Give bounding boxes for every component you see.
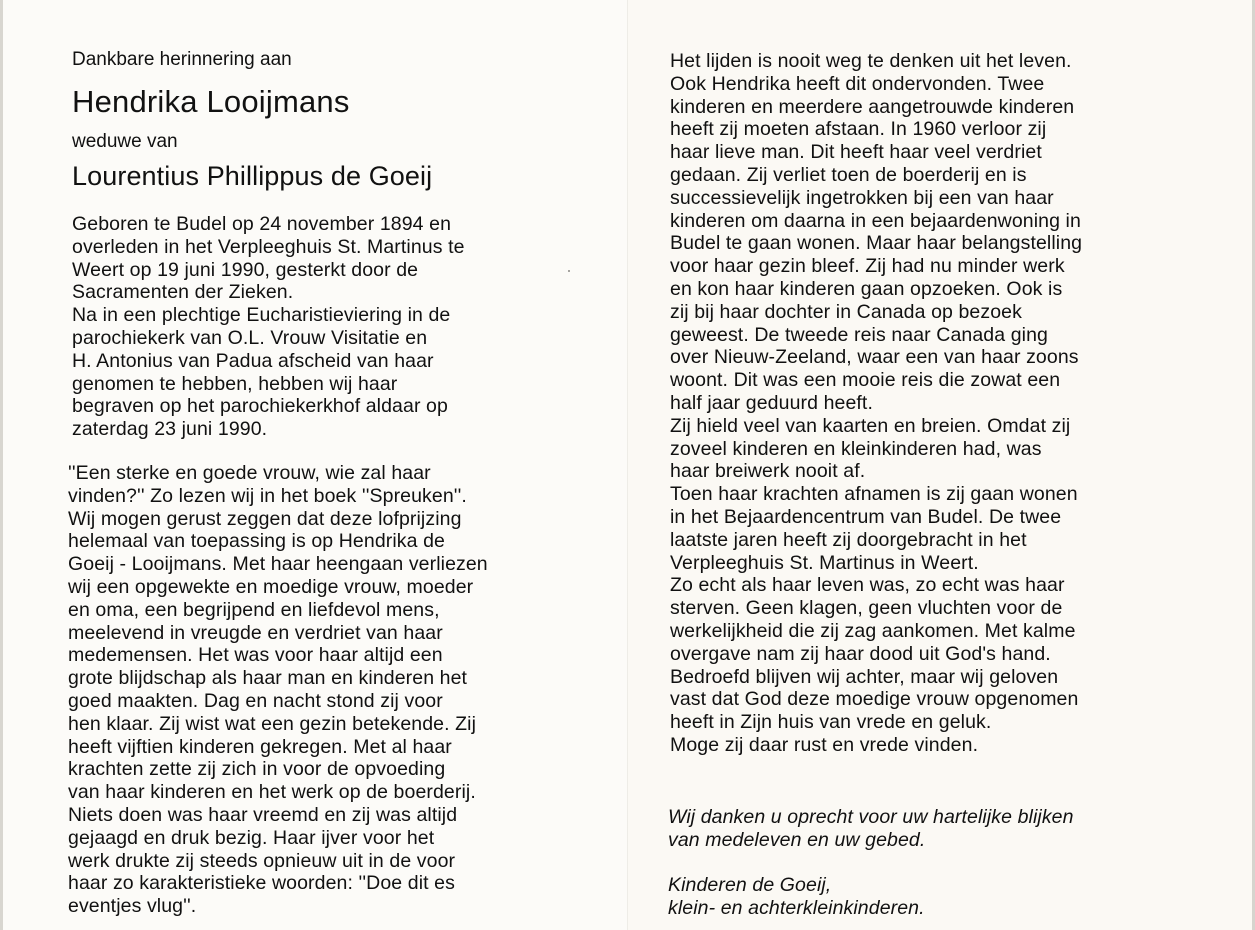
intro-text: Dankbare herinnering aan bbox=[72, 49, 292, 70]
spouse-name: Lourentius Phillippus de Goeij bbox=[72, 161, 433, 191]
signoff-note: Kinderen de Goeij, klein- en achterkleinkinderen. bbox=[668, 874, 925, 919]
tribute-paragraph: ''Een sterke en goede vrouw, wie zal haar vinden?'' Zo lezen wij in het boek ''Spreuken''. Wij mogen gerust zeggen dat deze lofprijzing helemaal van toepassing is op Hendrika de Goeij - Looijmans. Met haar heengaan verliezen wij een opgewekte en moedige vrouw, moeder en oma, een begrijpend en liefdevol mens, meelevend in vreugde en verdriet van haar medemensen. Het was voor haar altijd een grote blijdschap als haar man en kinderen het goed maakten. Dag en nacht stond zij voor hen klaar. Zij wist wat een gezin betekende. Zij heeft vijftien kinderen gekregen. Met al haar krachten zette zij zich in voor de opvoeding van haar kinderen en het werk op de boerderij. Niets doen was haar vreemd en zij was altijd gejaagd en druk bezig. Haar ijver voor het werk drukte zij steeds opnieuw uit in de voor haar zo karakteristieke woorden: ''Doe dit es eventjes vlug''. bbox=[68, 462, 488, 918]
widow-of-text: weduwe van bbox=[72, 131, 178, 152]
life-story-paragraph: Het lijden is nooit weg te denken uit het leven. Ook Hendrika heeft dit ondervonden. Twee kinderen en meerdere aangetrouwde kinderen heeft zij moeten afstaan. In 1960 verloor zij haar lieve man. Dit heeft haar veel verdriet gedaan. Zij verliet toen de boerderij en is successievelijk ingetrokken bij een van haar kinderen om daarna in een bejaardenwoning in Budel te gaan wonen. Maar haar belangstelling voor haar gezin bleef. Zij had nu minder werk en kon haar kinderen gaan opzoeken. Ook is zij bij haar dochter in Canada op bezoek geweest. De tweede reis naar Canada ging over Nieuw-Zeeland, waar een van haar zoons woont. Dit was een mooie reis die zowat een half jaar geduurd heeft. Zij hield veel van kaarten en breien. Omdat zij zoveel kinderen en kleinkinderen had, was haar breiwerk nooit af. Toen haar krachten afnamen is zij gaan wonen in het Bejaardencentrum van Budel. De twee laatste jaren heeft zij doorgebracht in het Verpleeghuis St. Martinus in Weert. Zo echt als haar leven was, zo echt was haar sterven. Geen klagen, geen vluchten voor de werkelijkheid die zij zag aankomen. Met kalme overgave nam zij haar dood uit God's hand. Bedroefd blijven wij achter, maar wij geloven vast dat God deze moedige vrouw opgenomen heeft in Zijn huis van vrede en geluk. Moge zij daar rust en vrede vinden. bbox=[670, 50, 1083, 756]
paper-speck bbox=[568, 270, 570, 272]
thanks-note: Wij danken u oprecht voor uw hartelijke blijken van medeleven en uw gebed. bbox=[668, 806, 1074, 851]
deceased-name: Hendrika Looijmans bbox=[72, 84, 350, 119]
biography-paragraph: Geboren te Budel op 24 november 1894 en overleden in het Verpleeghuis St. Martinus te Weert op 19 juni 1990, gesterkt door de Sacramenten der Zieken. Na in een plechtige Eucharistieviering in de parochiekerk van O.L. Vrouw Visitatie en H. Antonius van Padua afscheid van haar genomen te hebben, hebben wij haar begraven op het parochiekerkhof aldaar op zaterdag 23 juni 1990. bbox=[72, 213, 465, 441]
left-page-edge bbox=[0, 0, 3, 930]
